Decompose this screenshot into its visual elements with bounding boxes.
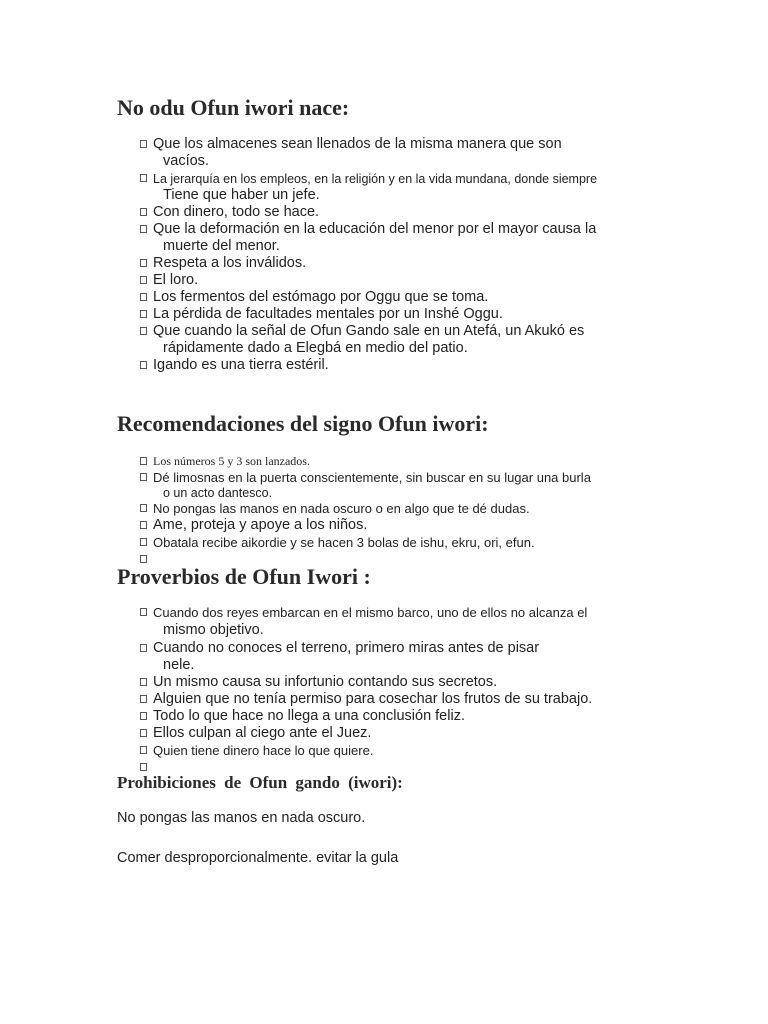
list-item: Respeta a los inválidos. — [140, 255, 660, 272]
list-item: La jerarquía en los empleos, en la religión y en la vida mundana, donde siempre Tiene que haber un jefe. — [140, 170, 660, 204]
bullet-icon — [140, 174, 147, 182]
bullet-icon — [140, 555, 147, 563]
bullet-icon — [140, 644, 147, 652]
bullet-icon — [140, 457, 147, 465]
heading-nace: No odu Ofun iwori nace: — [117, 95, 350, 120]
bullet-icon — [140, 608, 147, 616]
heading-proverbios: Proverbios de Ofun Iwori : — [117, 564, 371, 589]
bullet-icon — [140, 473, 147, 481]
list-item: Un mismo causa su infortunio contando sus secretos. — [140, 674, 660, 691]
list-item: Que la deformación en la educación del menor por el mayor causa la muerte del menor. — [140, 221, 660, 255]
bullet-icon — [140, 276, 147, 284]
bullet-icon — [140, 712, 147, 720]
list-nace — [140, 136, 660, 374]
list-item: Que cuando la señal de Ofun Gando sale en un Atefá, un Akukó es rápidamente dado a Elegbá en medio del patio. — [140, 323, 660, 357]
heading-recomendaciones: Recomendaciones del signo Ofun iwori: — [117, 411, 489, 436]
bullet-icon — [140, 695, 147, 703]
list-item: Los fermentos del estómago por Oggu que se toma. — [140, 289, 660, 306]
paragraph-prohibicion-2: Comer desproporcionalmente. evitar la gula — [117, 850, 399, 866]
bullet-icon — [140, 504, 147, 512]
bullet-icon — [140, 327, 147, 335]
list-item: Que los almacenes sean llenados de la misma manera que son vacíos. — [140, 136, 660, 170]
bullet-icon — [140, 208, 147, 216]
list-item: Quien tiene dinero hace lo que quiere. — [140, 742, 660, 759]
list-item: Con dinero, todo se hace. — [140, 204, 660, 221]
list-item: Los números 5 y 3 son lanzados. — [140, 453, 660, 469]
heading-prohibiciones: Prohibiciones de Ofun gando (iwori): — [117, 773, 403, 792]
list-item: Cuando no conoces el terreno, primero miras antes de pisar nele. — [140, 640, 660, 674]
list-item: Alguien que no tenía permiso para cosechar los frutos de su trabajo. — [140, 691, 660, 708]
bullet-icon — [140, 225, 147, 233]
bullet-icon — [140, 310, 147, 318]
paragraph-prohibicion-1: No pongas las manos en nada oscuro. — [117, 810, 366, 826]
list-item: Igando es una tierra estéril. — [140, 357, 660, 374]
list-recomendaciones — [140, 453, 660, 551]
bullet-icon — [140, 521, 147, 529]
bullet-icon — [140, 293, 147, 301]
list-item: Obatala recibe aikordie y se hacen 3 bolas de ishu, ekru, ori, efun. — [140, 534, 660, 551]
list-item: No pongas las manos en nada oscuro o en algo que te dé dudas. — [140, 500, 660, 517]
list-item: Ame, proteja y apoye a los niños. — [140, 517, 660, 534]
bullet-icon — [140, 140, 147, 148]
list-item: El loro. — [140, 272, 660, 289]
list-proverbios — [140, 604, 660, 759]
list-item: La pérdida de facultades mentales por un Inshé Oggu. — [140, 306, 660, 323]
bullet-icon — [140, 746, 147, 754]
bullet-icon — [140, 361, 147, 369]
bullet-icon — [140, 678, 147, 686]
bullet-icon — [140, 259, 147, 267]
list-item: Dé limosnas en la puerta conscientemente, sin buscar en su lugar una burla o un acto dantesco. — [140, 469, 660, 500]
list-item: Ellos culpan al ciego ante el Juez. — [140, 725, 660, 742]
list-item: Todo lo que hace no llega a una conclusión feliz. — [140, 708, 660, 725]
list-item: Cuando dos reyes embarcan en el mismo barco, uno de ellos no alcanza el mismo objetivo. — [140, 604, 660, 640]
bullet-icon — [140, 763, 147, 771]
bullet-icon — [140, 538, 147, 546]
bullet-icon — [140, 729, 147, 737]
